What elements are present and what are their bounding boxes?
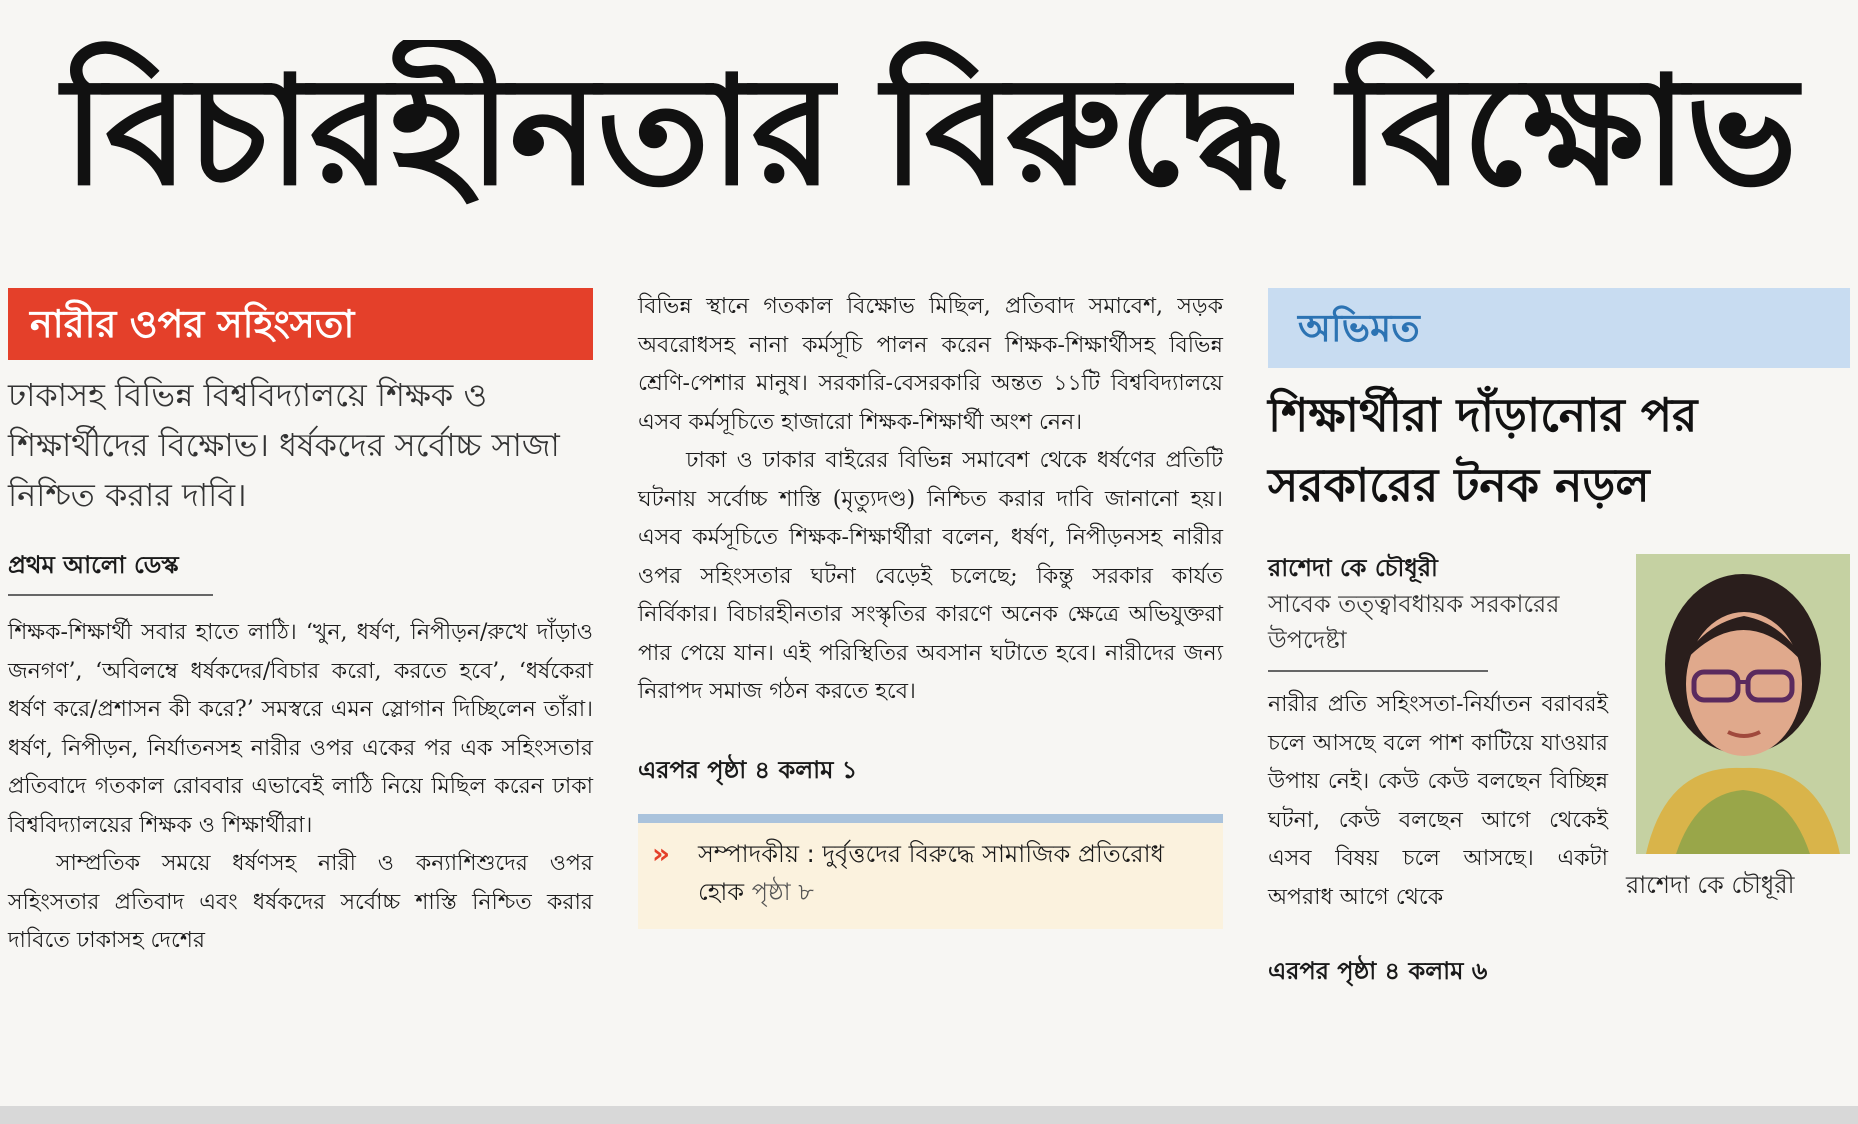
- main-story-column-2: [638, 288, 1223, 929]
- double-chevron-icon: »: [652, 836, 671, 870]
- photo-caption: রাশেদা কে চৌধূরী: [1626, 871, 1795, 899]
- author-block: [1268, 550, 1850, 917]
- editorial-teaser[interactable]: [638, 814, 1223, 929]
- author-name: রাশেদা কে চৌধূরী: [1268, 554, 1438, 582]
- headline: বিচারহীনতার বিরুদ্ধে বিক্ষোভ: [62, 45, 1796, 219]
- body-paragraph: ঢাকা ও ঢাকার বাইরের বিভিন্ন সমাবেশ থেকে ধর্ষণের প্রতিটি ঘটনায় সর্বোচ্চ শাস্তি (মৃত্যুদণ্ড) নিশ্চিত করার দাবি জানানো হয়। এসব কর্মসূচিতে শিক্ষক-শিক্ষার্থীরা বলেন, ধর্ষণ, নিপীড়নসহ নারীর ওপর সহিংসতার ঘটনা বেড়েই চলেছে; কিন্তু সরকার কার্যত নির্বিকার। বিচারহীনতার সংস্কৃতির কারণে অনেক ক্ষেত্রে অভিযুক্তরা পার পেয়ে যান। এই পরিস্থিতির অবসান ঘটাতে হবে। নারীদের জন্য নিরাপদ সমাজ গঠন করতে হবে।: [638, 448, 1223, 704]
- author-photo: [1636, 554, 1850, 854]
- opinion-column: [1268, 288, 1850, 993]
- body-paragraph: সাম্প্রতিক সময়ে ধর্ষণসহ নারী ও কন্যাশিশুদের ওপর সহিংসতার প্রতিবাদ এবং ধর্ষকদের সর্বোচ্চ শাস্তি নিশ্চিত করার দাবিতে ঢাকাসহ দেশের: [8, 851, 593, 953]
- kicker-label: নারীর ওপর সহিংসতা: [8, 288, 593, 360]
- opinion-title: শিক্ষার্থীরা দাঁড়ানোর পর সরকারের টনক নড়ল: [1268, 388, 1698, 512]
- teaser-text: সম্পাদকীয় : দুর্বৃত্তদের বিরুদ্ধে সামাজিক প্রতিরোধ হোক: [698, 839, 1164, 906]
- author-divider: [1268, 670, 1488, 672]
- author-role: সাবেক তত্ত্বাবধায়ক সরকারের উপদেষ্টা: [1268, 590, 1560, 654]
- byline-divider: [8, 594, 213, 596]
- continued-on-label: এরপর পৃষ্ঠা ৪ কলাম ৬: [1268, 957, 1488, 985]
- byline: প্রথম আলো ডেস্ক: [8, 551, 179, 579]
- body-paragraph: বিভিন্ন স্থানে গতকাল বিক্ষোভ মিছিল, প্রতিবাদ সমাবেশ, সড়ক অবরোধসহ নানা কর্মসূচি পালন করেন শিক্ষক-শিক্ষার্থীসহ বিভিন্ন শ্রেণি-পেশার মানুষ। সরকারি-বেসরকারি অন্তত ১১টি বিশ্ববিদ্যালয়ে এসব কর্মসূচিতে হাজারো শিক্ষক-শিক্ষার্থী অংশ নেন।: [638, 294, 1223, 435]
- body-paragraph: শিক্ষক-শিক্ষার্থী সবার হাতে লাঠি। ‘খুন, ধর্ষণ, নিপীড়ন/রুখে দাঁড়াও জনগণ’, ‘অবিলম্বে ধর্ষকদের/বিচার করো, করতে হবে’, ‘ধর্ষকেরা ধর্ষণ করে/প্রশাসন কী করে?’ সমস্বরে এমন স্লোগান দিচ্ছিলেন তাঁরা। ধর্ষণ, নিপীড়ন, নির্যাতনসহ নারীর ওপর একের পর এক সহিংসতার প্রতিবাদে গতকাল রোববার এভাবেই লাঠি নিয়ে মিছিল করেন ঢাকা বিশ্ববিদ্যালয়ের শিক্ষক ও শিক্ষার্থীরা।: [8, 620, 593, 838]
- main-story-column-1: [8, 288, 593, 961]
- story-deck: ঢাকাসহ বিভিন্ন বিশ্ববিদ্যালয়ে শিক্ষক ও শিক্ষার্থীদের বিক্ষোভ। ধর্ষকদের সর্বোচ্চ সাজা নিশ্চিত করার দাবি।: [8, 376, 560, 514]
- page-bottom-strip: [0, 1106, 1858, 1124]
- teaser-page: পৃষ্ঠা ৮: [751, 877, 814, 906]
- opinion-body: নারীর প্রতি সহিংসতা-নির্যাতন বরাবরই চলে আসছে বলে পাশ কাটিয়ে যাওয়ার উপায় নেই। কেউ কেউ বলছেন বিচ্ছিন্ন ঘটনা, কেউ বলছেন আগে থেকেই এসব বিষয় চলে আসছে। একটা অপরাধ আগে থেকে: [1268, 692, 1608, 910]
- section-label: অভিমত: [1268, 288, 1850, 368]
- continued-on-label: এরপর পৃষ্ঠা ৪ কলাম ১: [638, 755, 858, 784]
